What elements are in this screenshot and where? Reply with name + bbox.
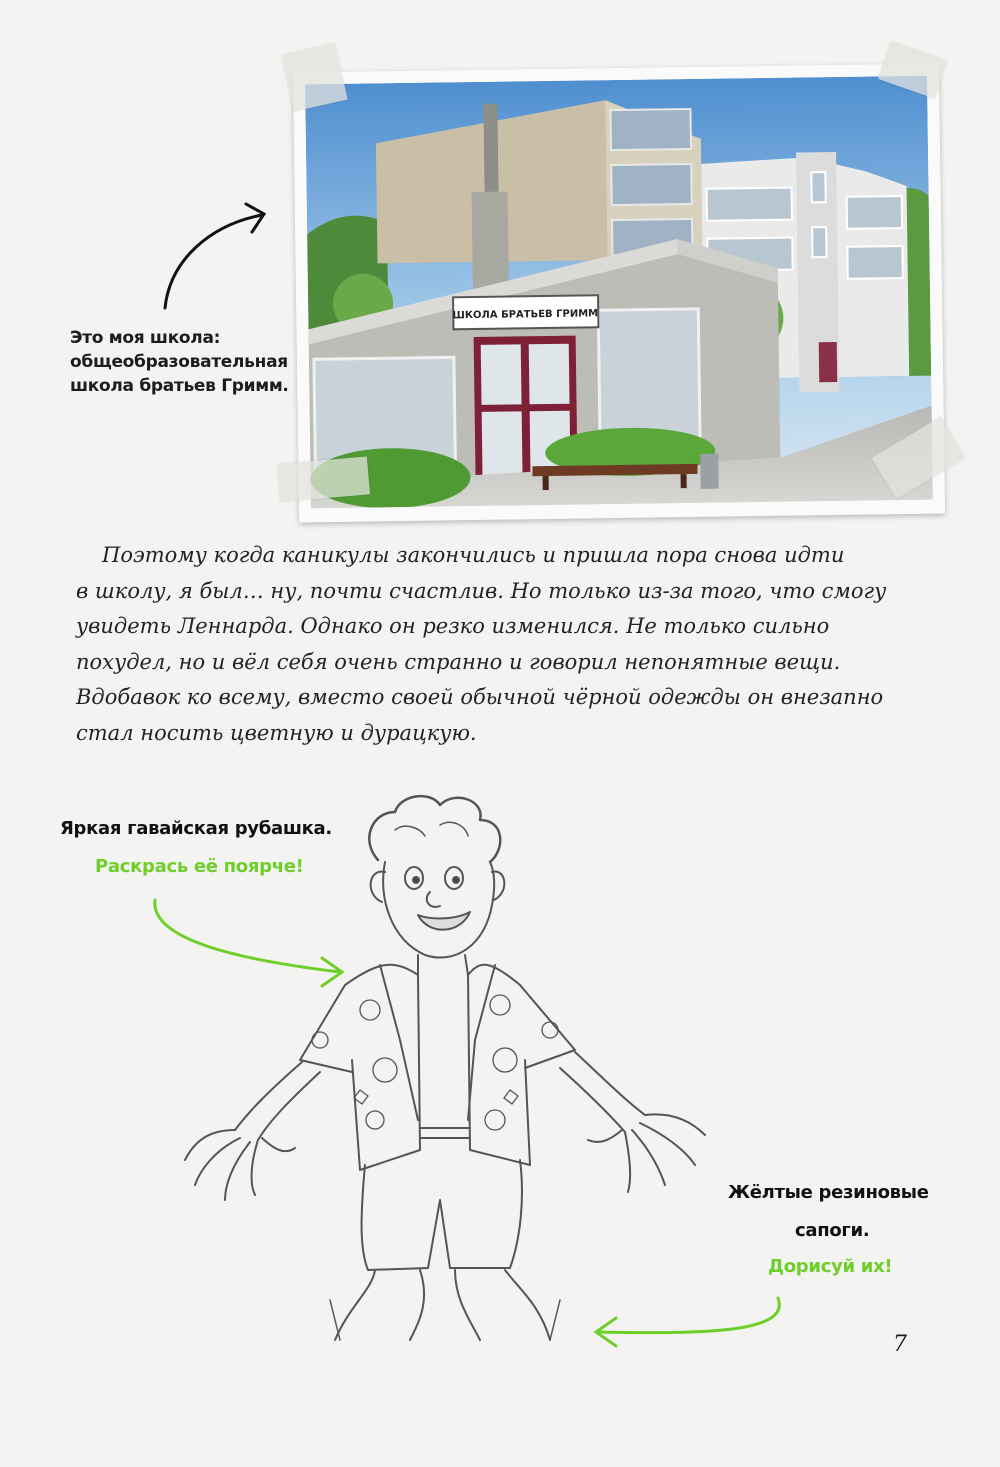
story-line: Поэтому когда каникулы закончились и пришла пора снова идти bbox=[102, 543, 845, 567]
boots-note-title-2: сапоги. bbox=[795, 1220, 870, 1241]
caption-line: Это моя школа: bbox=[70, 328, 221, 348]
caption-line: школа братьев Гримм. bbox=[70, 376, 289, 396]
story-line: увидеть Леннарда. Однако он резко изменился. Не только сильно bbox=[76, 614, 830, 638]
story-line: похудел, но и вёл себя очень странно и говорил непонятные вещи. bbox=[76, 649, 841, 674]
arrow-icon bbox=[596, 1298, 779, 1346]
shirt-note-title: Яркая гавайская рубашка. bbox=[60, 818, 332, 839]
story-line: в школу, я был… ну, почти счастлив. Но только из-за того, что смогу bbox=[76, 578, 887, 603]
arrow-icon bbox=[155, 900, 342, 986]
caption-line: общеобразовательная bbox=[70, 352, 288, 372]
boots-note-title: Жёлтые резиновые bbox=[728, 1182, 929, 1203]
page-number: 7 bbox=[893, 1332, 907, 1357]
story-line: стал носить цветную и дурацкую. bbox=[76, 720, 477, 745]
shirt-note-hint: Раскрась её поярче! bbox=[95, 856, 304, 877]
school-sign-text: ШКОЛА БРАТЬЕВ ГРИММ bbox=[452, 308, 599, 322]
boots-note-hint: Дорисуй их! bbox=[768, 1256, 893, 1277]
arrow-icon bbox=[165, 204, 264, 308]
story-line: Вдобавок ко всему, вместо своей обычной чёрной одежды он внезапно bbox=[76, 685, 884, 709]
boy-sketch bbox=[185, 796, 705, 1340]
